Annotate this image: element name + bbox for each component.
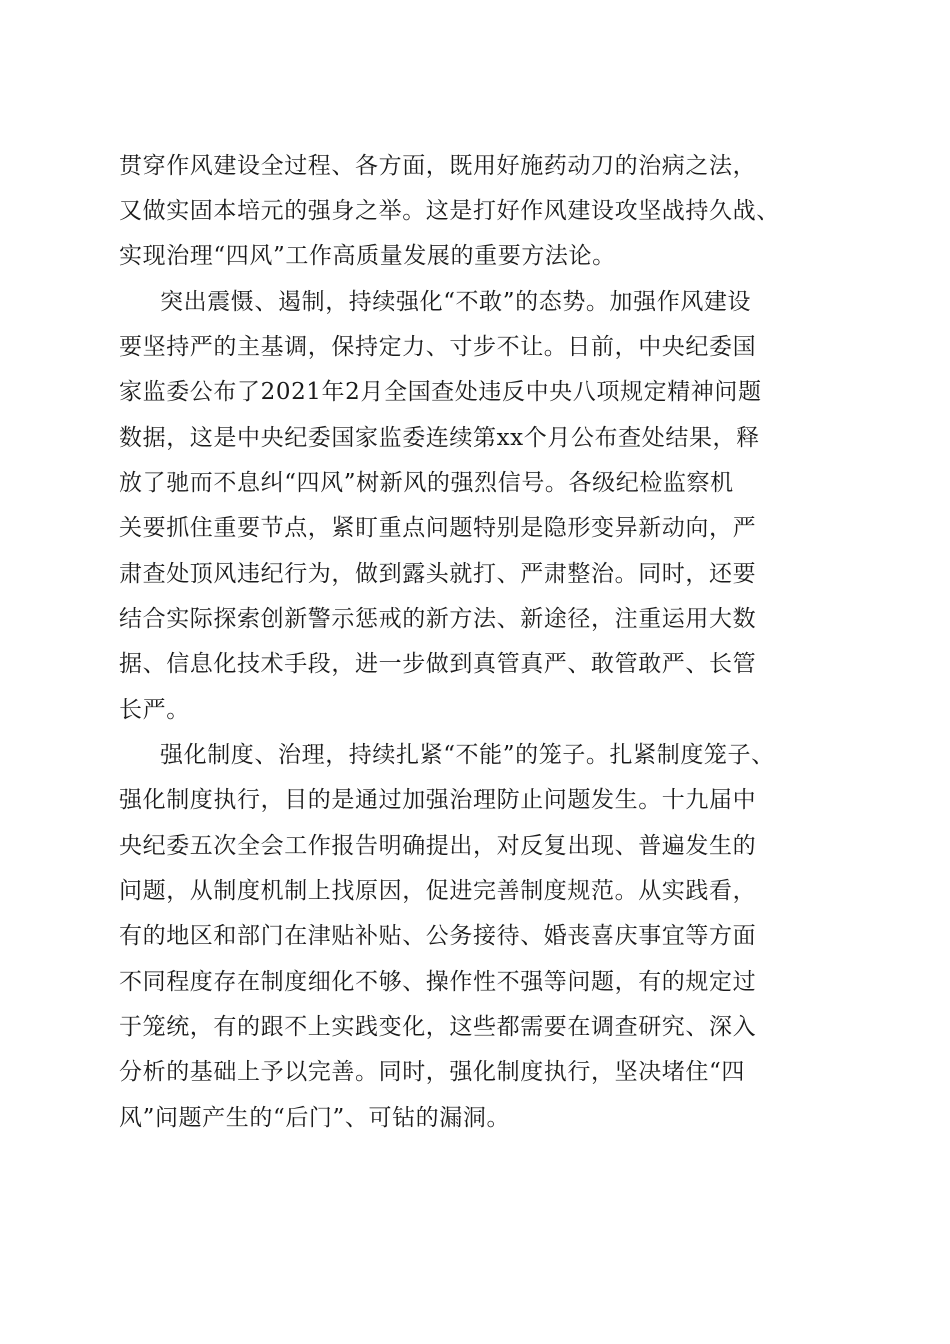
text-line: 家监委公布了2021年2月全国查处违反中央八项规定精神问题 <box>119 379 762 405</box>
text-line: 要坚持严的主基调，保持定力、寸步不让。日前，中央纪委国 <box>119 334 757 360</box>
text-line: 分析的基础上予以完善。同时，强化制度执行，坚决堵住“四 <box>119 1059 745 1085</box>
text-line: 实现治理“四风”工作高质量发展的重要方法论。 <box>119 243 616 269</box>
text-line: 据、信息化技术手段，进一步做到真管真严、敢管敢严、长管 <box>119 651 757 677</box>
text-line: 数据，这是中央纪委国家监委连续第xx个月公布查处结果，释 <box>119 425 760 451</box>
paragraph-first-line: 突出震慑、遏制，持续强化“不敢”的态势。加强作风建设 <box>160 289 752 315</box>
paragraph-first-line: 强化制度、治理，持续扎紧“不能”的笼子。扎紧制度笼子、 <box>160 742 775 768</box>
text-line: 贯穿作风建设全过程、各方面，既用好施药动刀的治病之法， <box>119 153 757 179</box>
text-line: 问题，从制度机制上找原因，促进完善制度规范。从实践看， <box>119 878 757 904</box>
text-line: 风”问题产生的“后门”、可钻的漏洞。 <box>119 1105 511 1131</box>
text-line: 于笼统，有的跟不上实践变化，这些都需要在调查研究、深入 <box>119 1014 757 1040</box>
text-line: 肃查处顶风违纪行为，做到露头就打、严肃整治。同时，还要 <box>119 561 757 587</box>
text-line: 长严。 <box>119 697 190 723</box>
text-line: 央纪委五次全会工作报告明确提出，对反复出现、普遍发生的 <box>119 833 757 859</box>
text-line: 关要抓住重要节点，紧盯重点问题特别是隐形变异新动向，严 <box>119 515 757 541</box>
text-line: 又做实固本培元的强身之举。这是打好作风建设攻坚战持久战、 <box>119 198 780 224</box>
text-line: 不同程度存在制度细化不够、操作性不强等问题，有的规定过 <box>119 969 757 995</box>
text-line: 有的地区和部门在津贴补贴、公务接待、婚丧喜庆事宜等方面 <box>119 923 757 949</box>
text-line: 放了驰而不息纠“四风”树新风的强烈信号。各级纪检监察机 <box>119 470 734 496</box>
text-line: 结合实际探索创新警示惩戒的新方法、新途径，注重运用大数 <box>119 606 757 632</box>
text-line: 强化制度执行，目的是通过加强治理防止问题发生。十九届中 <box>119 787 757 813</box>
